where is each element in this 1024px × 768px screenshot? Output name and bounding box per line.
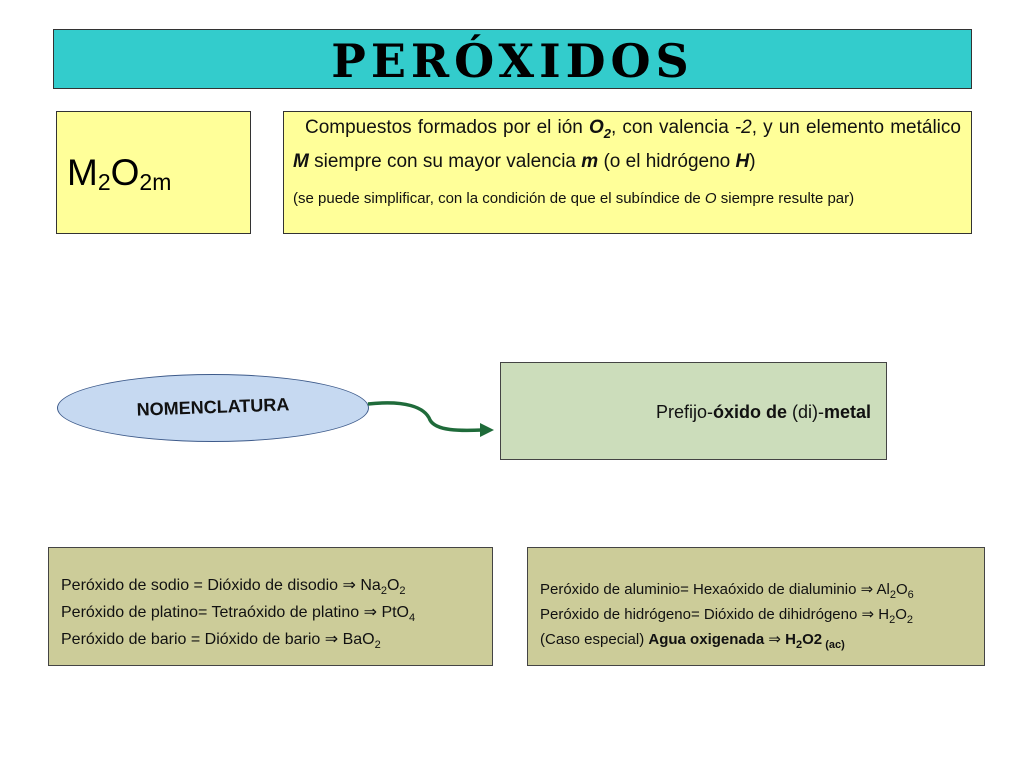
chemical-formula: $Na_2O_2$ [360, 577, 406, 598]
title-banner [53, 29, 972, 89]
definition-text: Compuestos formados por el ión $O_2$, con valencia -2, y un elemento metálico M siempre con su mayor valencia m (o el hidrógeno H) [293, 117, 961, 172]
chemical-formula: $H_2O_2$ [878, 606, 913, 626]
nomenclature-oval [57, 374, 369, 442]
nomenclature-rule-box [500, 362, 887, 460]
examples-list-right [540, 580, 914, 655]
example-line: Peróxido de bario = Dióxido de bario ⇒ BaO$_2$ [61, 631, 381, 652]
chemical-formula: BaO$_2$ [342, 631, 381, 652]
formula-metal: M [67, 152, 98, 193]
examples-list-left [61, 575, 415, 657]
examples-box-right [527, 547, 985, 666]
nomenclature-rule: Prefijo-óxido de (di)-metal [655, 402, 871, 422]
formula-sub-metal: 2 [97, 169, 111, 195]
page-title: PERÓXIDOS [331, 34, 694, 88]
example-line: Peróxido de sodio = Dióxido de disodio ⇒ $Na_2O_2$ [61, 577, 406, 598]
general-formula [67, 152, 171, 196]
example-line: Peróxido de aluminio= Hexaóxido de dialuminio ⇒ $Al_2O_6$ [540, 581, 914, 601]
nomenclature-label: NOMENCLATURA [136, 394, 290, 420]
example-line: Peróxido de platino= Tetraóxido de platino ⇒ PtO$_4$ [61, 604, 416, 625]
chemical-formula: PtO$_4$ [381, 604, 416, 625]
formula-oxygen: O [110, 152, 140, 193]
simplification-note: (se puede simplificar, con la condición de que el subíndice de O siempre resulte par) [293, 189, 855, 207]
examples-box-left [48, 547, 493, 666]
example-line: Peróxido de hidrógeno= Dióxido de dihidrógeno ⇒ $H_2O_2$ [540, 606, 913, 626]
example-line: (Caso especial) Agua oxigenada ⇒ $H_2O2$ $_{(ac)}$ [540, 631, 845, 651]
general-formula-box [56, 111, 251, 234]
definition-box [283, 111, 972, 234]
curved-arrow [360, 395, 500, 445]
chemical-formula: $H_2O2$ $_{(ac)}$ [785, 631, 845, 651]
formula-sub-oxygen: 2m [139, 169, 172, 195]
chemical-formula: $Al_2O_6$ [876, 581, 914, 601]
